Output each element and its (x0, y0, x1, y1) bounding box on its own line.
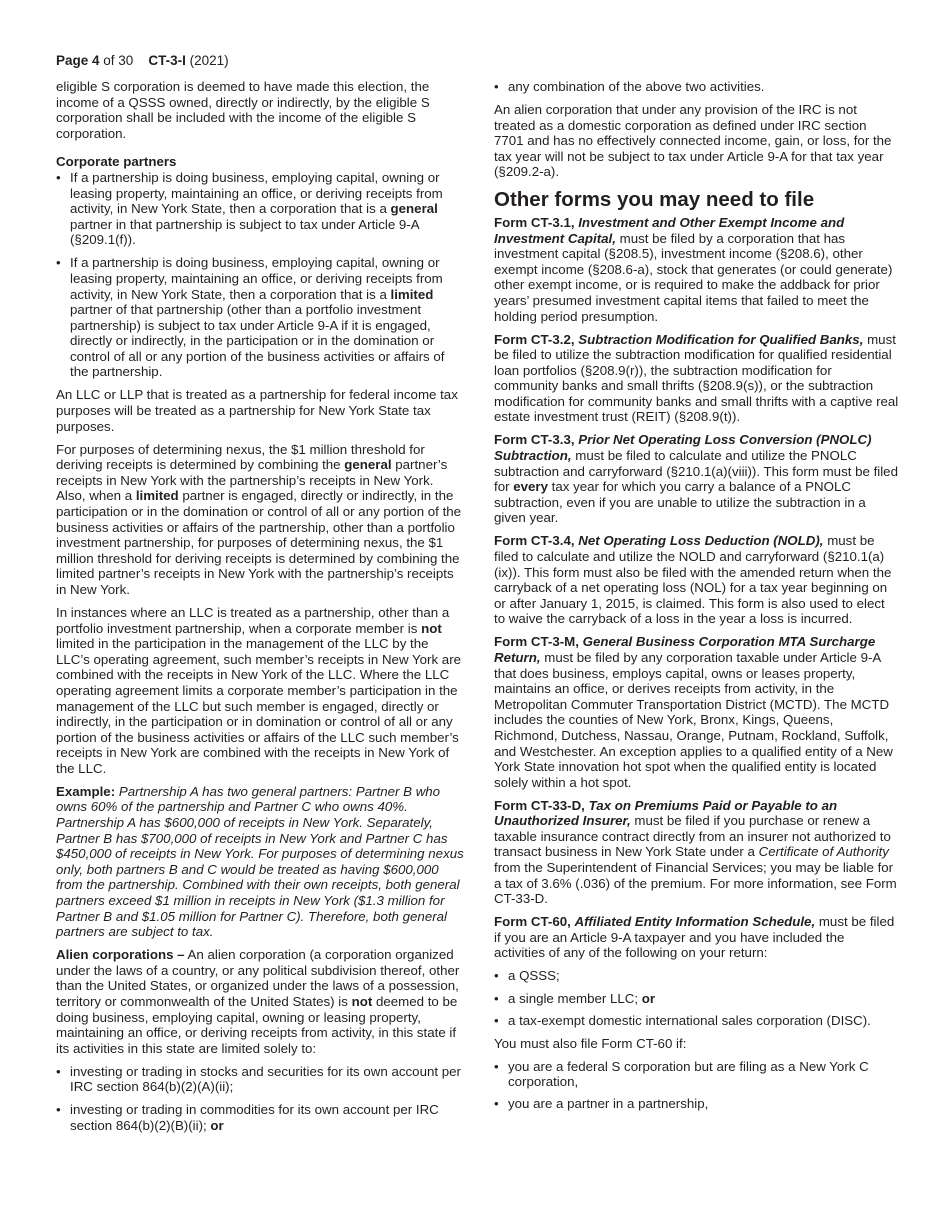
llc-paragraph: An LLC or LLP that is treated as a partnership for federal income tax purposes will be treated as a partnership for New York State tax purposes. (56, 387, 458, 434)
intro-paragraph: eligible S corporation is deemed to have made this election, the income of a QSSS owned, directly or indirectly, by the eligible S corporation shall be included with the income of the eligible S corporation. (56, 79, 430, 141)
left-column (56, 79, 464, 1141)
form-ct-3-3-paragraph: Form CT-3.3, Prior Net Operating Loss Conversion (PNOLC) Subtraction, must be filed to calculate and utilize the PNOLC subtraction and carryforward (§210.1(a)(viii)). This form must be filed for every tax year for which you carry a balance of a PNOLC subtraction, even if you are unable to utilize the subtraction in a given year. (494, 432, 898, 526)
list-item: • you are a federal S corporation but are filing as a New York C corporation, (494, 1059, 899, 1090)
form-ct-33-d-paragraph: Form CT-33-D, Tax on Premiums Paid or Payable to an Unauthorized Insurer, must be filed if you purchase or renew a taxable insurance contract directly from an insurer not authorized to transact business in New York State under a Certificate of Authority from the Superintendent of Financial Services; you may be liable for a tax of 3.6% (.036) of the premium. For more information, see Form CT-33-D. (494, 797, 897, 907)
form-ct-3-m-paragraph: Form CT-3-M, General Business Corporation MTA Surcharge Return, must be filed by any corporation taxable under Article 9-A that does business, employs capital, owns or leases property, maintains an office, or derives receipts from activity, in the Metropolitan Commuter Transportation District (MCTD). The MCTD includes the counties of New York, Bronx, Kings, Queens, Richmond, Dutchess, Nassau, Orange, Putnam, Rockland, Suffolk, and Westchester. An exception applies to a qualified entity of a New York State innovation hot spot when the qualified entity is located solely within a hot spot. (494, 634, 893, 790)
corporate-partners-heading: Corporate partners (56, 154, 177, 170)
alien-corporations-paragraph: Alien corporations – An alien corporation (a corporation organized under the laws of a country, or any political subdivision thereof, other than the United States, or organized under the laws of a possession, territory or commonwealth of the United States) is not deemed to be doing business, employing capital, owning or leasing property, maintaining an office, or deriving receipts from activity, in this state if its activities in this state are limited solely to: (56, 947, 460, 1056)
corporate-partners-list (56, 170, 464, 380)
form-year: (2021) (185, 53, 229, 68)
form-id: CT-3-I (148, 53, 186, 68)
list-item: • a single member LLC; or (494, 991, 899, 1007)
list-item: • If a partnership is doing business, employing capital, owning or leasing property, maintaining an office, or deriving receipts from activity, in New York State, then a corporation that is a general partner in that partnership is subject to tax under Article 9-A (§209.1(f)). (56, 170, 464, 248)
form-ct-3-1-paragraph: Form CT-3.1, Investment and Other Exempt Income and Investment Capital, must be filed by a corporation that has investment capital (§208.5), investment income (§208.6), other exempt income (§208.6-a), stock that generates (or could generate) other exempt income, or is required to make the addback for prior years’ presumed investment capital items that failed to meet the holding period presumption. (494, 214, 893, 324)
list-item: • a tax-exempt domestic international sales corporation (DISC). (494, 1013, 899, 1029)
list-item: • you are a partner in a partnership, (494, 1096, 899, 1112)
nexus-paragraph: For purposes of determining nexus, the $1 million threshold for deriving receipts is determined by combining the general partner’s receipts in New York with the partnership’s receipts in New York. Also, when a limited partner is engaged, directly or indirectly, in the participation or in the domination or control of all or any portion of the business activities or affairs of the partnership, other than a portfolio investment partnership, for purposes of determining nexus, the $1 million threshold for deriving receipts is determined by combining the limited partner’s receipts in New York with the partnership’s receipts in New York. (56, 441, 462, 597)
example-paragraph: Example: Partnership A has two general partners: Partner B who owns 60% of the partnership and Partner C who owns 40%. Partnership A has $600,000 of receipts in New York. Separately, Partner B has $700,000 of receipts in New York and Partner C has $450,000 of receipts in New York. For purposes of determining nexus only, both partners B and C would be treated as having $600,000 from the partnership. Combined with their own receipts, both general partners exceed $1 million in receipts in New York ($1.3 million for Partner B and $1.05 million for Partner C). Therefore, both general partners are subject to tax. (56, 783, 464, 940)
list-item: • a QSSS; (494, 968, 899, 984)
list-item: • If a partnership is doing business, employing capital, owning or leasing property, maintaining an office, or deriving receipts from activity, in New York State, then a corporation that is a limited partner of that partnership (other than a portfolio investment partnership) is subject to tax under Article 9-A if it is engaged, directly or indirectly, in the participation or in the domination or control of all or any portion of the business activities or affairs of the partnership. (56, 255, 464, 380)
section-heading: Other forms you may need to file (494, 187, 815, 211)
page-header (56, 53, 229, 69)
ct-60-conditions-list (494, 1059, 899, 1112)
ct-60-entities-list (494, 968, 899, 1028)
page-number: Page 4 (56, 53, 100, 68)
form-ct-60-paragraph: Form CT-60, Affiliated Entity Information Schedule, must be filed if you are an Article 9-A taxpayer and you have included the activities of any of the following on your return: (494, 914, 895, 961)
alien-activities-list (56, 1064, 464, 1134)
list-item: • investing or trading in commodities for its own account per IRC section 864(b)(2)(B)(ii); or (56, 1102, 464, 1133)
ct-60-also-paragraph: You must also file Form CT-60 if: (494, 1035, 687, 1051)
page-total: of 30 (99, 53, 134, 68)
form-ct-3-2-paragraph: Form CT-3.2, Subtraction Modification for Qualified Banks, must be filed to utilize the subtraction modification for qualified residential loan portfolios (§208.9(r)), the subtraction modification for community banks and small thrifts (§208.9(s)), or the subtraction modification for community banks and small thrifts with a captive real estate investment trust (REIT) (§208.9(t)). (494, 331, 899, 425)
form-ct-3-4-paragraph: Form CT-3.4, Net Operating Loss Deduction (NOLD), must be filed to calculate and utilize the NOLD and carryforward (§210.1(a)(ix)). This form must also be filed with the amended return when the carryback of a net operating loss (NOL) for a tax year beginning on or after January 1, 2015, is claimed. This form is also used to elect to waive the carryback of a loss in the year a loss is incurred. (494, 533, 892, 627)
list-item: • any combination of the above two activities. (494, 79, 899, 95)
alien-corporation-paragraph: An alien corporation that under any provision of the IRC is not treated as a domestic corporation as defined under IRC section 7701 and has no effectively connected income, gain, or loss, for the tax year will not be subject to tax under Article 9-A for that tax year (§209.2-a). (494, 101, 892, 180)
llc-instances-paragraph: In instances where an LLC is treated as a partnership, other than a portfolio investment partnership, when a corporate member is not limited in the participation in the management of the LLC by the LLC’s operating agreement, such member’s receipts in New York are combined with the receipts in New York of the LLC. Where the LLC operating agreement limits a corporate member’s participation in the management of the LLC but such member is engaged, directly or indirectly, in the participation or in domination or control of all or any portion of the business activities or affairs of the LLC such member’s receipts in New York are combined with the receipts in New York of the LLC. (56, 604, 462, 776)
alien-activities-list-continued (494, 79, 899, 95)
list-item: • investing or trading in stocks and securities for its own account per IRC section 864(b)(2)(A)(ii); (56, 1064, 464, 1095)
right-column (494, 79, 899, 1119)
